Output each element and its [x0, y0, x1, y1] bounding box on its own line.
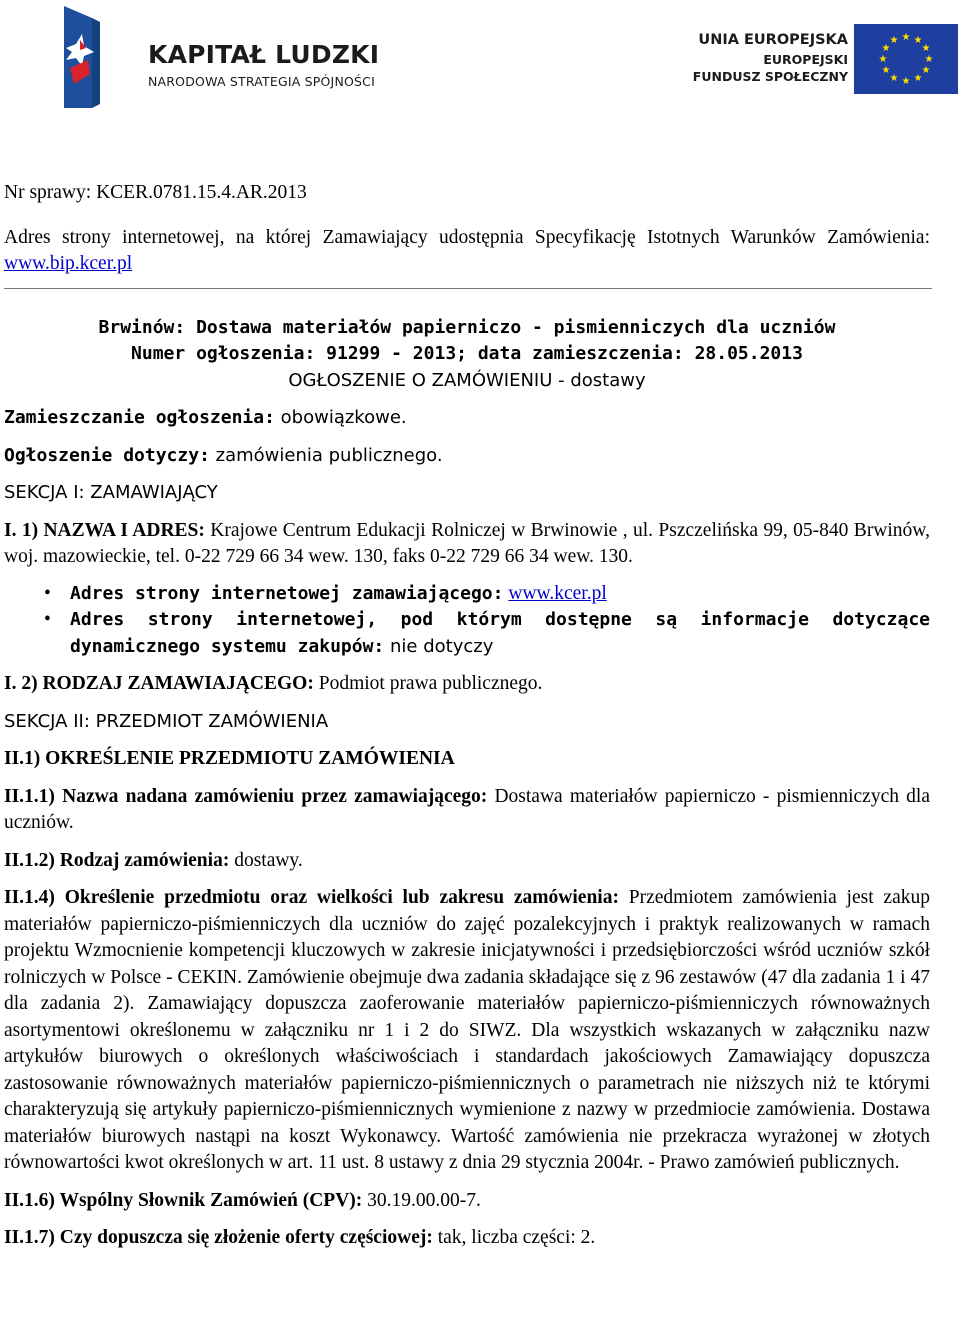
svg-text:★: ★	[921, 65, 931, 76]
svg-text:★: ★	[878, 54, 888, 65]
dps-label: Adres strony internetowej, pod którym dostępne są informacje dotyczące dynamicznego systemu zakupów:	[70, 609, 930, 657]
kapital-ludzki-title: KAPITAŁ LUDZKI	[148, 40, 380, 69]
kapital-ludzki-subtitle: NARODOWA STRATEGIA SPÓJNOŚCI	[148, 74, 375, 89]
svg-text:★: ★	[924, 54, 934, 65]
concerns-label: Ogłoszenie dotyczy:	[4, 444, 210, 466]
svg-text:★: ★	[913, 73, 923, 84]
bullet-item-dps	[4, 607, 930, 660]
i2-value: Podmiot prawa publicznego.	[313, 673, 543, 694]
ii12-label: II.1.2) Rodzaj zamówienia:	[4, 849, 230, 871]
ii11-paragraph	[4, 784, 930, 837]
ii16-value: 30.19.00.00-7.	[362, 1189, 481, 1211]
website-link[interactable]: www.kcer.pl	[508, 582, 607, 604]
notice-title: Brwinów: Dostawa materiałów papierniczo - pismienniczych dla uczniów	[98, 316, 836, 338]
svg-text:★: ★	[921, 43, 931, 54]
ii14-paragraph	[4, 885, 930, 1177]
ii14-value: Przedmiotem zamówienia jest zakup materiałów papierniczo-piśmienniczych dla uczniów do zajęć pozalekcyjnych i praktyk realizowanych w ramach projektu Wzmocnienie kompetencji kluczowych w zakresie inicjatywności i przedsiębiorczości wśród uczniów szkół rolniczych w Polsce - CEKIN. Zamówienie obejmuje dwa zadania składające się z 96 zestawów (47 dla zadania 1 i 47 dla zadania 2). Zamawiający dopuszcza zaoferowanie materiałów papierniczo-piśmienniczych równoważnych asortymentowi określonemu w załączniku nr 1 i 2 do SIWZ. Dla wszystkich wskazanych w załączniku nazw artykułów biurowych o określonych właściwościach i standardach jakościowych Zamawiający dopuszcza zastosowanie równoważnych materiałów papierniczo-piśmiennicznych o parametrach nie niższych niż te którymi charakteryzują się artykuły papierniczo-piśmiennicznych wymienione z nazwy w przedmiocie zamówienia. Dostawa materiałów biurowych nastąpi na koszt Wykonawcy. Wartość zamówienia nie przekracza wyrażonej w złotych równowartości kwot określonych w art. 11 ust. 8 ustawy z dnia 29 stycznia 2004r. - Prawo zamówień publicznych.	[4, 887, 930, 1173]
svg-text:★: ★	[901, 32, 911, 43]
concerns-value: zamówienia publicznego.	[209, 444, 443, 466]
ii1-heading	[4, 746, 930, 773]
notice-type: OGŁOSZENIE O ZAMÓWIENIU - dostawy	[288, 369, 646, 391]
section-1-heading: SEKCJA I: ZAMAWIAJĄCY	[4, 482, 218, 503]
notice-document	[4, 180, 930, 1252]
bullet-item-website	[4, 581, 930, 608]
svg-text:★: ★	[881, 65, 891, 76]
svg-text:★: ★	[889, 35, 899, 46]
website-label: Adres strony internetowej zamawiającego:	[70, 582, 504, 604]
i1-paragraph	[4, 518, 930, 571]
ii11-value: Dostawa materiałów papierniczo - pismienniczych dla uczniów.	[4, 785, 930, 833]
kapital-ludzki-logo	[60, 4, 380, 112]
dps-value: nie dotyczy	[384, 635, 494, 657]
ii12-value: dostawy.	[229, 849, 303, 871]
svg-text:★: ★	[889, 73, 899, 84]
eu-logo-line1: UNIA EUROPEJSKA	[698, 32, 848, 48]
case-number: Nr sprawy: KCER.0781.15.4.AR.2013	[4, 182, 307, 203]
i2-label: I. 2) RODZAJ ZAMAWIAJĄCEGO:	[4, 673, 314, 694]
ii14-label: II.1.4) Określenie przedmiotu oraz wielkości lub zakresu zamówienia:	[4, 887, 619, 908]
siwz-link[interactable]: www.bip.kcer.pl	[4, 253, 133, 274]
concerns-line	[4, 443, 930, 470]
ii12-paragraph	[4, 848, 930, 875]
svg-text:★: ★	[881, 43, 891, 54]
posting-line	[4, 405, 930, 432]
bullet-icon: •	[44, 582, 51, 604]
bullet-icon: •	[44, 609, 51, 630]
section-2-heading: SEKCJA II: PRZEDMIOT ZAMÓWIENIA	[4, 710, 329, 732]
eu-social-fund-logo	[692, 24, 960, 98]
siwz-text: Adres strony internetowej, na której Zamawiający udostępnia Specyfikację Istotnych Warunków Zamówienia:	[4, 226, 930, 248]
i1-value: Krajowe Centrum Edukacji Rolniczej w Brwinowie , ul. Pszczelińska 99, 05-840 Brwinów, woj. mazowieckie, tel. 0-22 729 66 34 wew. 130, faks 0-22 729 66 34 wew. 130.	[4, 519, 930, 567]
posting-value: obowiązkowe.	[274, 407, 407, 428]
eu-logo-line2: EUROPEJSKI	[763, 52, 848, 67]
i1-label: I. 1) NAZWA I ADRES:	[4, 519, 205, 541]
i2-paragraph	[4, 671, 930, 698]
ii11-label: II.1.1) Nazwa nadana zamówieniu przez zamawiającego:	[4, 785, 488, 807]
kapital-ludzki-emblem-icon	[60, 4, 100, 112]
ii16-paragraph	[4, 1188, 930, 1215]
eu-flag-icon	[854, 24, 958, 94]
posting-label: Zamieszczanie ogłoszenia:	[4, 407, 275, 428]
ii17-value: tak, liczba części: 2.	[432, 1227, 596, 1248]
svg-text:★: ★	[901, 76, 911, 87]
svg-text:★: ★	[913, 35, 923, 46]
ii1-heading-text: II.1) OKREŚLENIE PRZEDMIOTU ZAMÓWIENIA	[4, 748, 455, 769]
ii17-label: II.1.7) Czy dopuszcza się złożenie oferty częściowej:	[4, 1227, 433, 1248]
ii17-paragraph	[4, 1225, 930, 1252]
eu-logo-line3: FUNDUSZ SPOŁECZNY	[692, 69, 848, 84]
notice-number: Numer ogłoszenia: 91299 - 2013; data zamieszczenia: 28.05.2013	[131, 343, 803, 364]
siwz-paragraph	[4, 225, 930, 278]
page-header	[0, 0, 960, 120]
ii16-label: II.1.6) Wspólny Słownik Zamówień (CPV):	[4, 1189, 363, 1211]
